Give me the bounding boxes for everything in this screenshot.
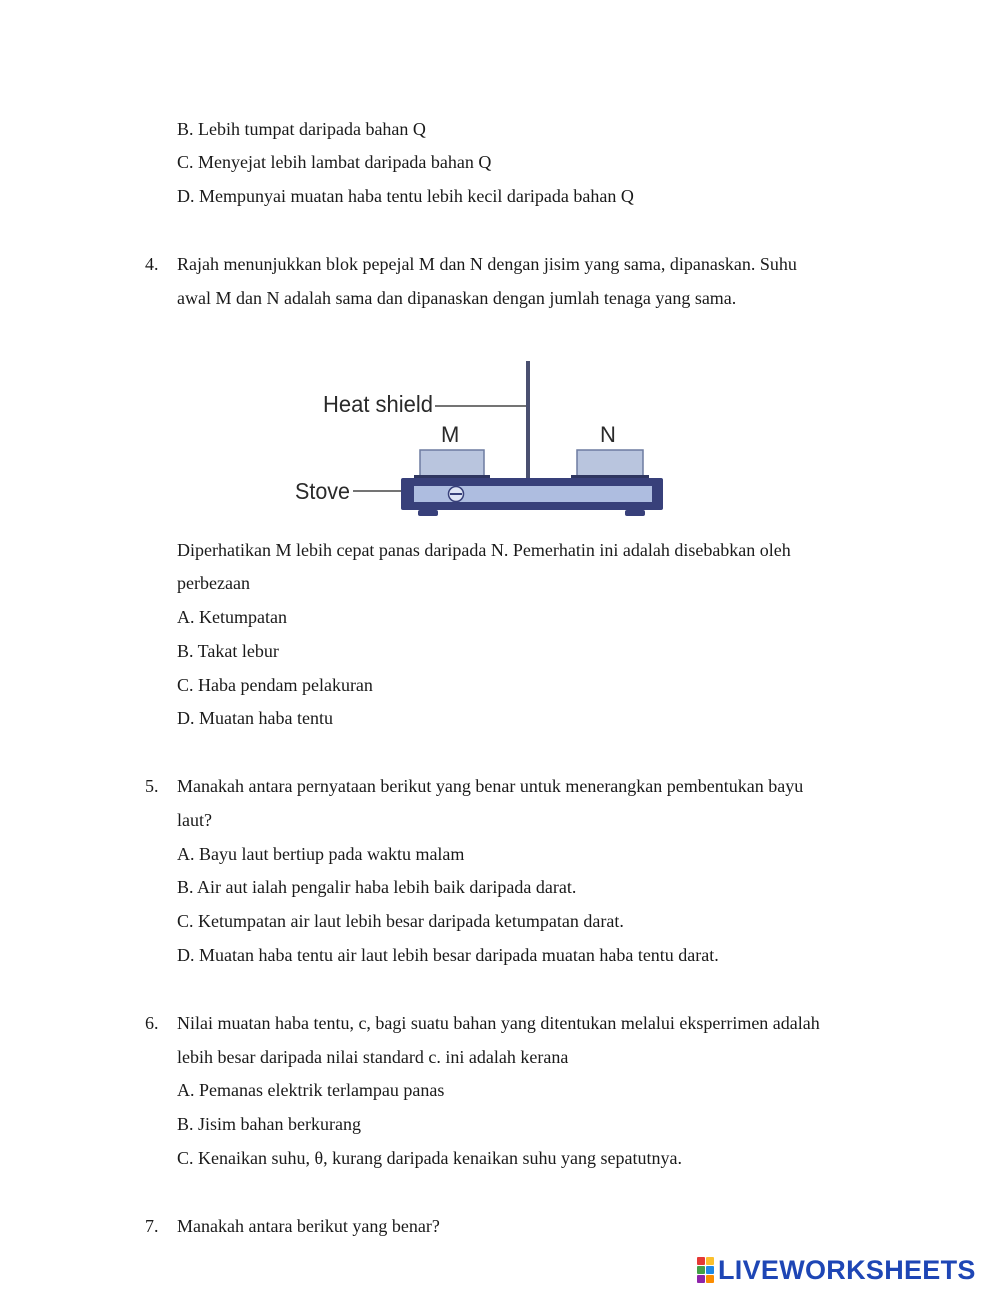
block-m-label: M bbox=[441, 422, 460, 447]
logo-grid-icon bbox=[697, 1257, 714, 1283]
q5-stem-line-1: Manakah antara pernyataan berikut yang benar untuk menerangkan pembentukan bayu bbox=[177, 776, 804, 796]
q6-option-a: A. Pemanas elektrik terlampau panas bbox=[177, 1080, 445, 1100]
q5-option-c: C. Ketumpatan air laut lebih besar daripada ketumpatan darat. bbox=[177, 911, 624, 931]
q4-number: 4. bbox=[145, 254, 159, 274]
logo-cell bbox=[706, 1257, 714, 1265]
q5-number: 5. bbox=[145, 776, 159, 796]
logo-cell bbox=[706, 1275, 714, 1283]
q5-option-d: D. Muatan haba tentu air laut lebih besar daripada muatan haba tentu darat. bbox=[177, 945, 719, 965]
q7-stem-line-1: Manakah antara berikut yang benar? bbox=[177, 1216, 440, 1236]
q4-option-c: C. Haba pendam pelakuran bbox=[177, 675, 373, 695]
q5-option-b: B. Air aut ialah pengalir haba lebih baik daripada darat. bbox=[177, 877, 577, 897]
q4-stem-line-1: Rajah menunjukkan blok pepejal M dan N dengan jisim yang sama, dipanaskan. Suhu bbox=[177, 254, 797, 274]
q6-number: 6. bbox=[145, 1013, 159, 1033]
block-n-label: N bbox=[600, 422, 616, 447]
stove-foot-right bbox=[625, 510, 645, 516]
stove-diagram bbox=[290, 358, 670, 520]
q6-option-c: C. Kenaikan suhu, θ, kurang daripada kenaikan suhu yang sepatutnya. bbox=[177, 1148, 682, 1168]
q4-stem-line-2: awal M dan N adalah sama dan dipanaskan dengan jumlah tenaga yang sama. bbox=[177, 288, 737, 308]
block-m bbox=[420, 450, 484, 478]
q7-number: 7. bbox=[145, 1216, 159, 1236]
q4-followup-line-1: Diperhatikan M lebih cepat panas daripada N. Pemerhatin ini adalah disebabkan oleh bbox=[177, 540, 791, 560]
q3-option-d: D. Mempunyai muatan haba tentu lebih kecil daripada bahan Q bbox=[177, 186, 634, 206]
q3-option-c: C. Menyejat lebih lambat daripada bahan Q bbox=[177, 152, 492, 172]
q4-option-d: D. Muatan haba tentu bbox=[177, 708, 333, 728]
q6-stem-line-1: Nilai muatan haba tentu, c, bagi suatu bahan yang ditentukan melalui eksperrimen adalah bbox=[177, 1013, 820, 1033]
stove-foot-left bbox=[418, 510, 438, 516]
q5-option-a: A. Bayu laut bertiup pada waktu malam bbox=[177, 844, 465, 864]
q3-option-b: B. Lebih tumpat daripada bahan Q bbox=[177, 119, 426, 139]
heat-shield-label: Heat shield bbox=[323, 391, 433, 417]
q4-followup-line-2: perbezaan bbox=[177, 573, 250, 593]
liveworksheets-logo bbox=[697, 1255, 976, 1285]
block-n bbox=[577, 450, 643, 478]
q4-option-b: B. Takat lebur bbox=[177, 641, 279, 661]
q6-stem-line-2: lebih besar daripada nilai standard c. ini adalah kerana bbox=[177, 1047, 569, 1067]
logo-cell bbox=[697, 1275, 705, 1283]
q6-option-b: B. Jisim bahan berkurang bbox=[177, 1114, 361, 1134]
q4-option-a: A. Ketumpatan bbox=[177, 607, 287, 627]
logo-cell bbox=[697, 1257, 705, 1265]
logo-cell bbox=[697, 1266, 705, 1274]
logo-cell bbox=[706, 1266, 714, 1274]
stove-label: Stove bbox=[295, 478, 350, 504]
logo-text: LIVEWORKSHEETS bbox=[718, 1254, 976, 1285]
heat-shield-pole bbox=[526, 361, 530, 479]
q5-stem-line-2: laut? bbox=[177, 810, 212, 830]
